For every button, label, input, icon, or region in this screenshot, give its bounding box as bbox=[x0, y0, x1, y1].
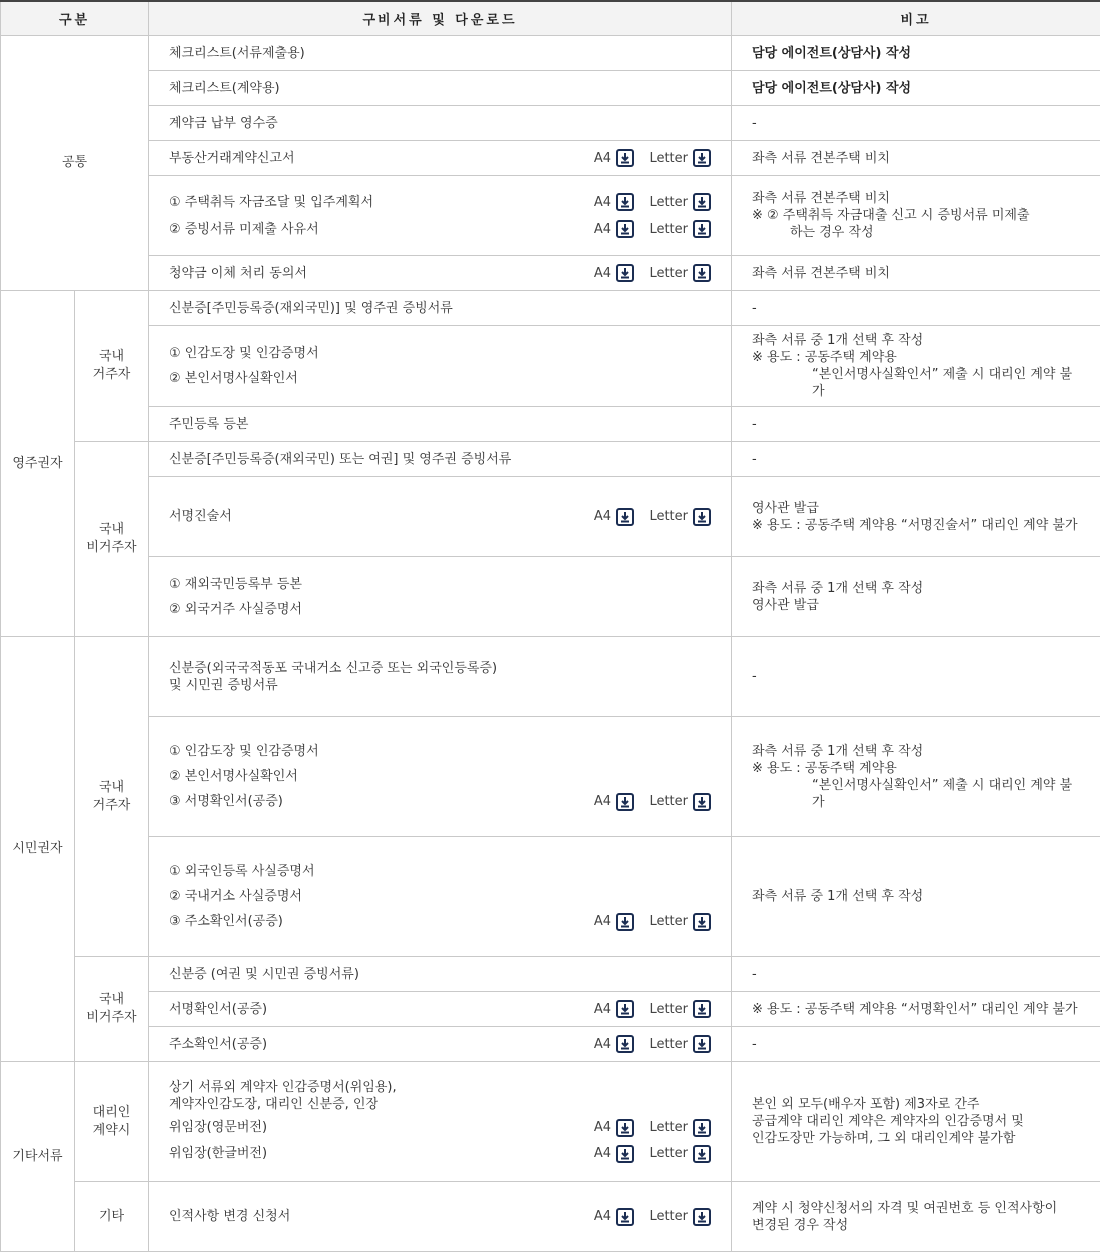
doc-label: 신분증[주민등록증(재외국민) 또는 여권] 및 영주권 증빙서류 bbox=[169, 451, 511, 468]
remark: 계약 시 청약신청서의 자격 및 여권번호 등 인적사항이 bbox=[752, 1200, 1080, 1217]
download-icon[interactable] bbox=[616, 793, 634, 811]
download-links bbox=[592, 1035, 711, 1053]
download-icon[interactable] bbox=[693, 1035, 711, 1053]
download-links bbox=[592, 793, 711, 811]
category-citizen: 시민권자 bbox=[1, 637, 75, 1062]
doc-label: ① 재외국민등록부 등본 bbox=[169, 576, 302, 593]
doc-label: 신분증[주민등록증(재외국민)] 및 영주권 증빙서류 bbox=[169, 300, 453, 317]
download-icon[interactable] bbox=[616, 1208, 634, 1226]
remark: 영사관 발급 bbox=[752, 597, 1080, 614]
doc-label: 주소확인서(공증) bbox=[169, 1036, 267, 1053]
download-icon[interactable] bbox=[616, 1035, 634, 1053]
remark: ※ 용도 : 공동주택 계약용 “서명확인서” 대리인 계약 불가 bbox=[732, 992, 1100, 1027]
letter-label: Letter bbox=[648, 194, 688, 211]
doc-label: 상기 서류외 계약자 인감증명서(위임용), bbox=[169, 1079, 711, 1096]
download-links bbox=[592, 508, 711, 526]
download-links bbox=[592, 1208, 711, 1226]
download-icon[interactable] bbox=[616, 1000, 634, 1018]
doc-label: 주민등록 등본 bbox=[169, 416, 248, 433]
remark: 인감도장만 가능하며, 그 외 대리인계약 불가함 bbox=[752, 1130, 1080, 1147]
a4-label: A4 bbox=[592, 1036, 611, 1053]
subcategory-domestic-nonresident: 국내 비거주자 bbox=[75, 442, 149, 637]
letter-label: Letter bbox=[648, 793, 688, 810]
a4-label: A4 bbox=[592, 508, 611, 525]
download-icon[interactable] bbox=[693, 508, 711, 526]
doc-label: ① 인감도장 및 인감증명서 bbox=[169, 743, 319, 760]
letter-label: Letter bbox=[648, 1036, 688, 1053]
doc-label: ① 주택취득 자금조달 및 입주계획서 bbox=[169, 194, 373, 211]
remark: - bbox=[732, 407, 1100, 442]
download-links bbox=[592, 220, 711, 238]
download-icon[interactable] bbox=[616, 1145, 634, 1163]
remark: - bbox=[732, 637, 1100, 717]
download-icon[interactable] bbox=[693, 149, 711, 167]
a4-label: A4 bbox=[592, 150, 611, 167]
download-icon[interactable] bbox=[616, 264, 634, 282]
header-category: 구분 bbox=[1, 1, 149, 36]
doc-label: ② 국내거소 사실증명서 bbox=[169, 888, 302, 905]
subcategory-domestic-resident: 국내 거주자 bbox=[75, 637, 149, 957]
download-icon[interactable] bbox=[693, 1000, 711, 1018]
doc-label: 신분증 (여권 및 시민권 증빙서류) bbox=[169, 966, 359, 983]
remark: - bbox=[732, 442, 1100, 477]
remark: ※ 용도 : 공동주택 계약용 “서명진술서” 대리인 계약 불가 bbox=[752, 517, 1080, 534]
doc-label: 체크리스트(계약용) bbox=[169, 80, 280, 97]
header-documents: 구비서류 및 다운로드 bbox=[149, 1, 732, 36]
doc-label: 신분증(외국국적동포 국내거소 신고증 또는 외국인등록증) bbox=[169, 660, 711, 677]
download-icon[interactable] bbox=[693, 793, 711, 811]
letter-label: Letter bbox=[648, 1145, 688, 1162]
remark: 담당 에이전트(상담사) 작성 bbox=[732, 71, 1100, 106]
letter-label: Letter bbox=[648, 1208, 688, 1225]
download-links bbox=[592, 264, 711, 282]
doc-label: 청약금 이체 처리 동의서 bbox=[169, 265, 307, 282]
doc-label: ② 본인서명사실확인서 bbox=[169, 370, 298, 387]
remark: ※ ② 주택취득 자금대출 신고 시 증빙서류 미제출 bbox=[752, 207, 1080, 224]
a4-label: A4 bbox=[592, 1001, 611, 1018]
download-icon[interactable] bbox=[693, 193, 711, 211]
remark: “본인서명사실확인서” 제출 시 대리인 계약 불가 bbox=[752, 366, 1080, 400]
a4-label: A4 bbox=[592, 221, 611, 238]
doc-label: 위임장(영문버전) bbox=[169, 1119, 267, 1136]
category-other-documents: 기타서류 bbox=[1, 1062, 75, 1252]
download-icon[interactable] bbox=[693, 1145, 711, 1163]
category-permanent-resident: 영주권자 bbox=[1, 291, 75, 637]
letter-label: Letter bbox=[648, 150, 688, 167]
doc-label: 위임장(한글버전) bbox=[169, 1145, 267, 1162]
remark: 공급계약 대리인 계약은 계약자의 인감증명서 및 bbox=[752, 1113, 1080, 1130]
remark: 본인 외 모두(배우자 포함) 제3자로 간주 bbox=[752, 1096, 1080, 1113]
doc-label: 계약자인감도장, 대리인 신분증, 인장 bbox=[169, 1096, 711, 1113]
a4-label: A4 bbox=[592, 265, 611, 282]
doc-label: 및 시민권 증빙서류 bbox=[169, 677, 711, 694]
remark: - bbox=[732, 106, 1100, 141]
download-icon[interactable] bbox=[693, 264, 711, 282]
a4-label: A4 bbox=[592, 194, 611, 211]
letter-label: Letter bbox=[648, 1119, 688, 1136]
remark: 변경된 경우 작성 bbox=[752, 1217, 1080, 1234]
download-links bbox=[592, 1145, 711, 1163]
letter-label: Letter bbox=[648, 265, 688, 282]
doc-label: ③ 서명확인서(공증) bbox=[169, 793, 283, 810]
download-links bbox=[592, 1119, 711, 1137]
download-icon[interactable] bbox=[616, 220, 634, 238]
subcategory-domestic-nonresident: 국내 비거주자 bbox=[75, 957, 149, 1062]
remark: 영사관 발급 bbox=[752, 500, 1080, 517]
doc-label: ① 인감도장 및 인감증명서 bbox=[169, 345, 319, 362]
doc-label: ② 본인서명사실확인서 bbox=[169, 768, 298, 785]
header-remarks: 비고 bbox=[732, 1, 1100, 36]
remark: 담당 에이전트(상담사) 작성 bbox=[732, 36, 1100, 71]
download-icon[interactable] bbox=[693, 220, 711, 238]
download-icon[interactable] bbox=[693, 1208, 711, 1226]
category-common: 공통 bbox=[1, 36, 149, 291]
remark: 좌측 서류 견본주택 비치 bbox=[732, 256, 1100, 291]
remark: 좌측 서류 중 1개 선택 후 작성 bbox=[752, 580, 1080, 597]
download-icon[interactable] bbox=[693, 1119, 711, 1137]
download-icon[interactable] bbox=[616, 1119, 634, 1137]
subcategory-domestic-resident: 국내 거주자 bbox=[75, 291, 149, 442]
a4-label: A4 bbox=[592, 1119, 611, 1136]
doc-label: 서명확인서(공증) bbox=[169, 1001, 267, 1018]
a4-label: A4 bbox=[592, 1208, 611, 1225]
a4-label: A4 bbox=[592, 1145, 611, 1162]
subcategory-proxy-contract: 대리인 계약시 bbox=[75, 1062, 149, 1182]
doc-label: 계약금 납부 영수증 bbox=[169, 115, 278, 132]
letter-label: Letter bbox=[648, 221, 688, 238]
download-icon[interactable] bbox=[616, 193, 634, 211]
a4-label: A4 bbox=[592, 913, 611, 930]
remark: ※ 용도 : 공동주택 계약용 bbox=[752, 349, 1080, 366]
remark: 좌측 서류 중 1개 선택 후 작성 bbox=[752, 743, 1080, 760]
remark: - bbox=[732, 291, 1100, 326]
download-icon[interactable] bbox=[616, 913, 634, 931]
remark: 좌측 서류 중 1개 선택 후 작성 bbox=[752, 332, 1080, 349]
doc-label: ② 증빙서류 미제출 사유서 bbox=[169, 221, 319, 238]
download-icon[interactable] bbox=[616, 149, 634, 167]
doc-label: 인적사항 변경 신청서 bbox=[169, 1208, 290, 1225]
download-links bbox=[592, 149, 711, 167]
doc-label: ③ 주소확인서(공증) bbox=[169, 913, 283, 930]
remark: - bbox=[732, 1027, 1100, 1062]
remark: “본인서명사실확인서” 제출 시 대리인 계약 불가 bbox=[752, 777, 1080, 811]
download-links bbox=[592, 193, 711, 211]
download-icon[interactable] bbox=[693, 913, 711, 931]
doc-label: ② 외국거주 사실증명서 bbox=[169, 601, 302, 618]
a4-label: A4 bbox=[592, 793, 611, 810]
remark: 좌측 서류 중 1개 선택 후 작성 bbox=[732, 837, 1100, 957]
doc-label: ① 외국인등록 사실증명서 bbox=[169, 863, 315, 880]
subcategory-other: 기타 bbox=[75, 1182, 149, 1252]
doc-label: 부동산거래계약신고서 bbox=[169, 150, 295, 167]
remark: 좌측 서류 견본주택 비치 bbox=[732, 141, 1100, 176]
doc-label: 체크리스트(서류제출용) bbox=[169, 45, 305, 62]
remark: - bbox=[732, 957, 1100, 992]
remark: 좌측 서류 견본주택 비치 bbox=[752, 190, 1080, 207]
download-links bbox=[592, 913, 711, 931]
doc-label: 서명진술서 bbox=[169, 508, 232, 525]
letter-label: Letter bbox=[648, 1001, 688, 1018]
download-links bbox=[592, 1000, 711, 1018]
remark: 하는 경우 작성 bbox=[752, 224, 1080, 241]
download-icon[interactable] bbox=[616, 508, 634, 526]
letter-label: Letter bbox=[648, 913, 688, 930]
remark: ※ 용도 : 공동주택 계약용 bbox=[752, 760, 1080, 777]
letter-label: Letter bbox=[648, 508, 688, 525]
